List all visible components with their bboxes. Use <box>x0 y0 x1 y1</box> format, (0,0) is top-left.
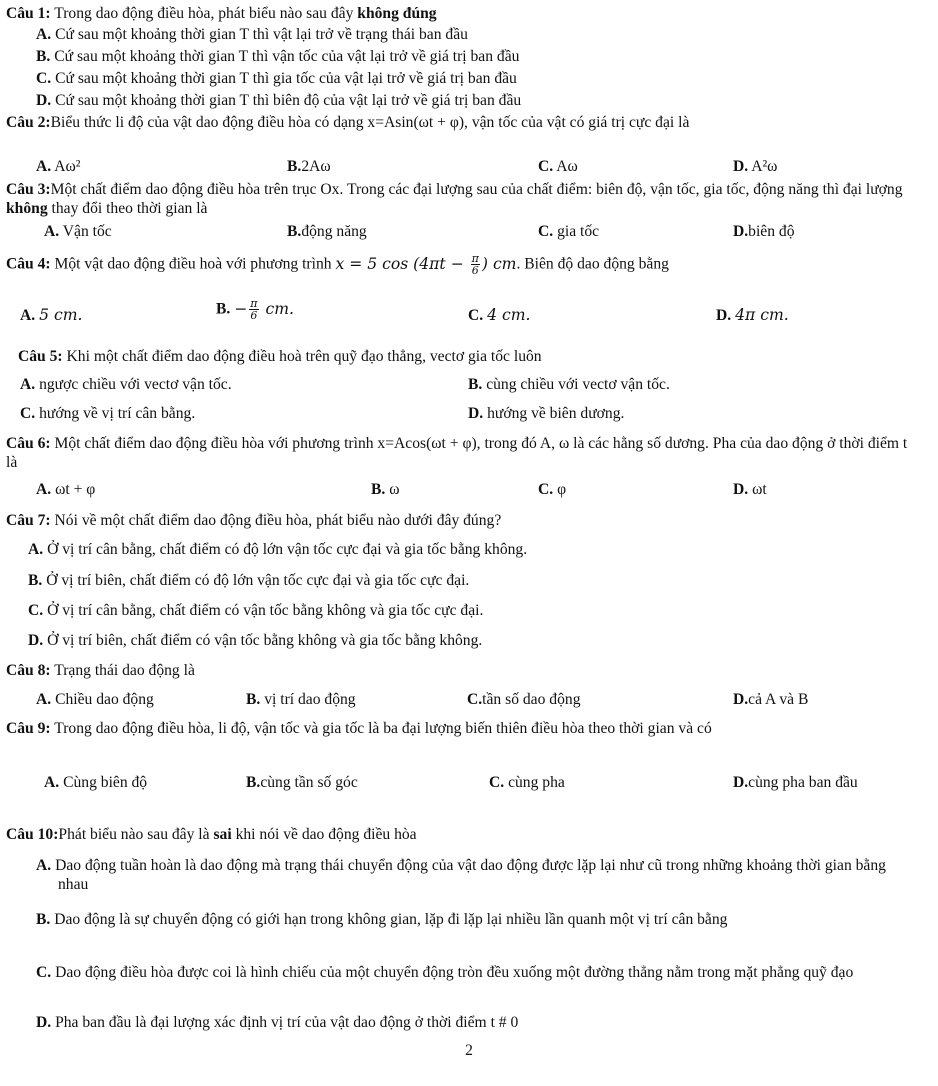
page-number: 2 <box>465 1042 473 1059</box>
question-10-stem: Câu 10:Phát biểu nào sau đây là sai khi nói về dao động điều hòa <box>6 826 417 843</box>
question-8-option-b: B. vị trí dao động <box>246 691 356 708</box>
question-9-option-b: B.cùng tần số góc <box>246 774 358 791</box>
question-2-option-c: C. Aω <box>538 158 578 175</box>
question-8-option-a: A. Chiều dao động <box>36 691 154 708</box>
question-8-stem: Câu 8: Trạng thái dao động là <box>6 662 195 679</box>
question-7-option-d: D. Ở vị trí biên, chất điểm có vận tốc bằng không và gia tốc bằng không. <box>28 632 483 649</box>
question-4-option-c: C. 4 cm. <box>468 306 531 324</box>
question-4-option-d: D. 4π cm. <box>716 306 789 324</box>
question-4-option-a: A. 5 cm. <box>20 306 83 324</box>
question-1-option-b: B. Cứ sau một khoảng thời gian T thì vận tốc của vật lại trở về giá trị ban đầu <box>36 48 520 65</box>
question-10-option-b: B. Dao động là sự chuyển động có giới hạn trong không gian, lặp đi lặp lại nhiều lần quanh một vị trí cân bằng <box>36 911 728 928</box>
question-8-option-d: D.cả A và B <box>733 691 809 708</box>
question-6-option-d: D. ωt <box>733 481 767 498</box>
question-1-option-d: D. Cứ sau một khoảng thời gian T thì biên độ của vật lại trở về giá trị ban đầu <box>36 92 522 109</box>
question-2-stem: Câu 2:Biểu thức li độ của vật dao động điều hòa có dạng x=Asin(ωt + φ), vận tốc của vật có giá trị cực đại là <box>6 114 690 131</box>
question-label: Câu 1: <box>6 5 51 22</box>
question-7-stem: Câu 7: Nói về một chất điểm dao động điều hòa, phát biểu nào dưới đây đúng? <box>6 512 502 529</box>
question-3-option-a: A. Vận tốc <box>44 223 112 240</box>
question-9-option-c: C. cùng pha <box>489 774 565 791</box>
equation: x = 5 cos (4πt − $\frac{\pi}{6}$ ) cm <box>335 252 517 277</box>
question-7-option-c: C. Ở vị trí cân bằng, chất điểm có vận tốc bằng không và gia tốc cực đại. <box>28 602 484 619</box>
question-2-option-b: B.2Aω <box>287 158 331 175</box>
question-6-option-b: B. ω <box>371 481 400 498</box>
question-10-option-d: D. Pha ban đầu là đại lượng xác định vị trí của vật dao động ở thời điểm t # 0 <box>36 1014 519 1031</box>
question-3-option-d: D.biên độ <box>733 223 795 240</box>
question-1-option-c: C. Cứ sau một khoảng thời gian T thì gia tốc của vật lại trở về giá trị ban đầu <box>36 70 517 87</box>
question-5-option-a: A. ngược chiều với vectơ vận tốc. <box>20 376 232 393</box>
question-4-stem: Câu 4: Một vật dao động điều hoà với phương trình x = 5 cos (4πt − $\frac{\pi}{6}$ ) cm. Biên độ dao động bằng <box>6 252 669 277</box>
question-5-option-b: B. cùng chiều với vectơ vận tốc. <box>468 376 670 393</box>
question-9-option-a: A. Cùng biên độ <box>44 774 148 791</box>
question-10-option-c: C. Dao động điều hòa được coi là hình chiếu của một chuyển động tròn đều xuống một đường thẳng nằm trong mặt phẳng quỹ đạo <box>36 964 854 981</box>
question-1-option-a: A. Cứ sau một khoảng thời gian T thì vật lại trở về trạng thái ban đầu <box>36 26 468 43</box>
question-5-stem: Câu 5: Khi một chất điểm dao động điều hoà trên quỹ đạo thẳng, vectơ gia tốc luôn <box>18 348 542 365</box>
question-6-stem: Câu 6: Một chất điểm dao động điều hòa với phương trình x=Acos(ωt + φ), trong đó A, ω là các hằng số dương. Pha của dao động ở thời điểm t là <box>6 435 908 472</box>
question-2-option-d: D. A²ω <box>733 158 778 175</box>
question-9-stem: Câu 9: Trong dao động điều hòa, li độ, vận tốc và gia tốc là ba đại lượng biến thiên điều hòa theo thời gian và có <box>6 720 712 737</box>
question-3-option-c: C. gia tốc <box>538 223 600 240</box>
question-3-option-b: B.động năng <box>287 223 367 240</box>
question-7-option-b: B. Ở vị trí biên, chất điểm có độ lớn vận tốc cực đại và gia tốc cực đại. <box>28 572 470 589</box>
question-1-stem: Câu 1: Trong dao động điều hòa, phát biểu nào sau đây không đúng <box>6 5 437 22</box>
question-6-option-c: C. φ <box>538 481 567 498</box>
question-6-option-a: A. ωt + φ <box>36 481 96 498</box>
question-9-option-d: D.cùng pha ban đầu <box>733 774 858 791</box>
question-4-option-b: B. − $\frac{\pi}{6}$ cm. <box>216 297 294 322</box>
question-2-option-a: A. Aω² <box>36 158 81 175</box>
question-7-option-a: A. Ở vị trí cân bằng, chất điểm có độ lớn vận tốc cực đại và gia tốc bằng không. <box>28 541 528 558</box>
question-10-option-a: A. Dao động tuần hoàn là dao động mà trạng thái chuyển động của vật dao động được lặp lại như cũ trong những khoảng thời gian bằng nhau <box>36 857 886 894</box>
question-3-stem: Câu 3:Một chất điểm dao động điều hòa trên trục Ox. Trong các đại lượng sau của chất điểm: biên độ, vận tốc, gia tốc, động năng thì đại lượng không thay đổi theo thời gian là <box>6 181 903 218</box>
question-5-option-d: D. hướng về biên dương. <box>468 405 625 422</box>
question-5-option-c: C. hướng về vị trí cân bằng. <box>20 405 196 422</box>
question-8-option-c: C.tần số dao động <box>467 691 581 708</box>
